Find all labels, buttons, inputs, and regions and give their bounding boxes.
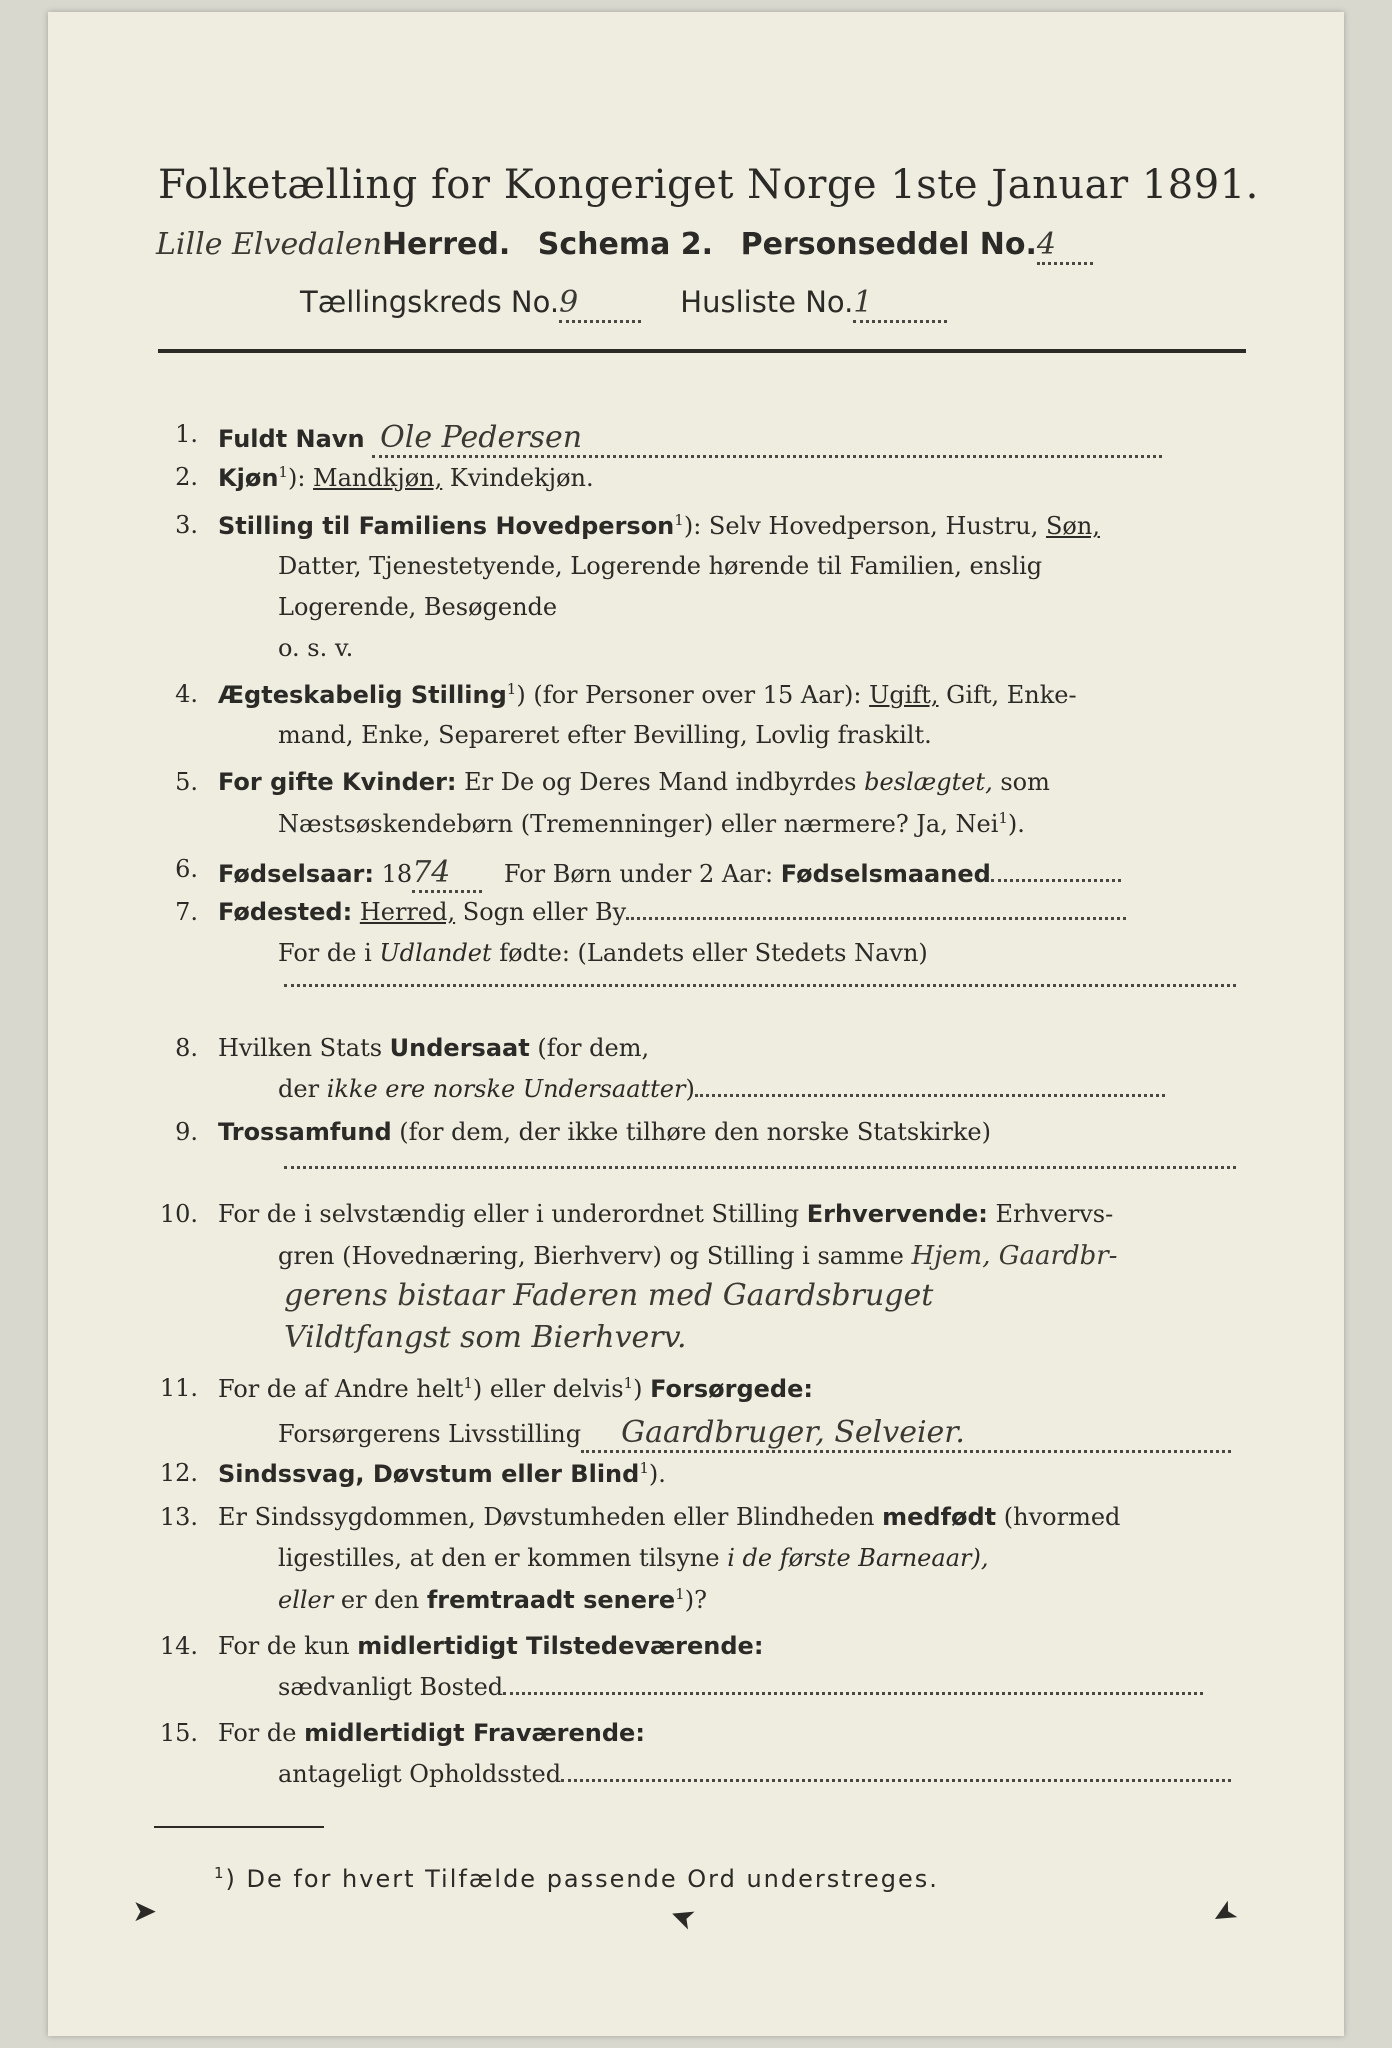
q5-line1 [218, 768, 1050, 796]
q12-line: Sindssvag, Døvstum eller Blind$^1$). [218, 1459, 666, 1488]
q13-number: 13. [159, 1503, 198, 1531]
q5-line2: Næstsøskendebørn (Tremenninger) eller nærmere? Ja, Nei$^1$). [278, 809, 1025, 838]
ink-mark-left: ➤ [132, 1894, 158, 1929]
q11-field [581, 1415, 1231, 1453]
husliste-field [853, 285, 947, 323]
q13-line3: eller er den fremtraadt senere$^1$)? [278, 1585, 707, 1614]
q10-number: 10. [159, 1200, 198, 1228]
q3-footnote-mark: 1 [674, 511, 684, 529]
q8-line2-a: der [278, 1075, 320, 1103]
q9-label: Trossamfund [218, 1118, 392, 1146]
q4-text: ) (for Personer over 15 Aar): [516, 681, 862, 709]
q10-hw2: gerens bistaar Faderen med Gaardsbruget [284, 1278, 934, 1313]
q5-footnote-mark: 1 [998, 809, 1008, 827]
q11-line1-a: For de af Andre helt [218, 1375, 464, 1403]
q14-number: 14. [159, 1632, 198, 1660]
herred-value: Lille Elvedalen [156, 227, 382, 262]
footnote-mark: 1 [214, 1864, 226, 1882]
q14-line2 [278, 1673, 1203, 1701]
q6-label: Fødselsaar: [218, 860, 374, 888]
q13-line3-it: eller [278, 1586, 334, 1614]
q9-field [284, 1154, 1236, 1169]
q13-line1-b: (hvormed [1003, 1503, 1121, 1531]
q5-text: Er De og Deres Mand indbyrdes [464, 768, 857, 796]
q4-ugift: Ugift, [869, 681, 939, 709]
q14-line2-text: sædvanligt Bosted [278, 1673, 504, 1701]
husliste-label: Husliste No. [680, 285, 854, 319]
q14-line1-a: For de kun [218, 1632, 350, 1660]
q1-field [372, 420, 1162, 458]
q8-line1 [218, 1034, 649, 1062]
q4-rest: Gift, Enke- [946, 681, 1077, 709]
q9-text: (for dem, der ikke tilhøre den norske Statskirke) [399, 1118, 991, 1146]
q11-line2-text: Forsørgerens Livsstilling [278, 1420, 582, 1448]
q13-line1-a: Er Sindssygdommen, Døvstumheden eller Blindheden [218, 1503, 875, 1531]
q4-footnote-mark: 1 [506, 680, 517, 698]
q11-line2 [278, 1415, 1231, 1453]
q4-line1 [218, 680, 1077, 709]
q10-hw1: Hjem, Gaardbr- [911, 1241, 1118, 1271]
q11-hw: Gaardbruger, Selveier. [621, 1415, 965, 1450]
q15-field [561, 1779, 1231, 1782]
q5-line2-text: Næstsøskendebørn (Tremenninger) eller nærmere? Ja, Nei [278, 810, 999, 838]
census-form-page [48, 12, 1344, 2036]
q13-line3-a: er den [340, 1586, 420, 1614]
kreds-line [300, 285, 947, 323]
personseddel-value: 4 [1036, 227, 1057, 262]
q1-line [218, 420, 1162, 458]
q2-number: 2. [175, 463, 198, 491]
q8-line2-it: ikke ere norske Undersaatter [326, 1075, 686, 1103]
q1-number: 1. [175, 420, 198, 448]
q2-kvindekjon: Kvindekjøn. [449, 464, 594, 492]
q5-beslaegtet: beslægtet, [864, 768, 993, 796]
q7-line2 [278, 939, 928, 967]
q13-line2 [278, 1544, 988, 1572]
q7-field2 [284, 972, 1236, 987]
q11-footnote-mark-b: 1 [623, 1374, 634, 1392]
q10-label: Erhvervende: [806, 1200, 988, 1228]
q11-footnote-mark-a: 1 [463, 1374, 473, 1392]
q4-line2: mand, Enke, Separeret efter Bevilling, Lovlig fraskilt. [278, 721, 932, 749]
footnote-text: ) De for hvert Tilfælde passende Ord understreges. [225, 1865, 939, 1893]
q6-year-value: 74 [412, 855, 451, 890]
q4-number: 4. [175, 680, 198, 708]
q7-rest: Sogn eller By [462, 898, 627, 926]
q15-line1 [218, 1719, 645, 1747]
q7-line2-b: fødte: (Landets eller Stedets Navn) [499, 939, 928, 967]
q15-line2-text: antageligt Opholdssted [278, 1760, 562, 1788]
q3-line2: Datter, Tjenestetyende, Logerende hørende til Familien, enslig [278, 552, 1043, 580]
q7-line1 [218, 898, 1126, 926]
q13-fremtraadt: fremtraadt senere [426, 1586, 676, 1614]
kreds-label: Tællingskreds No. [300, 285, 560, 319]
q3-son: Søn, [1045, 512, 1100, 540]
q2-label: Kjøn [218, 464, 279, 492]
q7-field [626, 917, 1126, 920]
q11-number: 11. [159, 1374, 198, 1402]
q13-medfodt: medfødt [882, 1503, 997, 1531]
q3-line3: Logerende, Besøgende [278, 593, 558, 621]
q14-field [503, 1692, 1203, 1695]
ink-mark-center: ➤ [664, 1896, 701, 1939]
q13-line1 [218, 1503, 1120, 1531]
q1-value: Ole Pedersen [380, 420, 583, 455]
q12-label: Sindssvag, Døvstum eller Blind [218, 1460, 640, 1488]
q8-field [695, 1094, 1165, 1097]
q3-line4: o. s. v. [278, 634, 354, 662]
q10-hw3: Vildtfangst som Bierhverv. [284, 1320, 687, 1355]
q9-line [218, 1118, 991, 1146]
q13-footnote-mark: 1 [675, 1585, 685, 1603]
q15-line2 [278, 1760, 1231, 1788]
q8-line1-text: Hvilken Stats [218, 1034, 383, 1062]
q3-text: ): Selv Hovedperson, Hustru, [683, 512, 1039, 540]
q10-line1-a: For de i selvstændig eller i underordnet Stilling [218, 1200, 800, 1228]
header-rule [158, 349, 1246, 353]
q2-mandkjon: Mandkjøn, [313, 464, 443, 492]
q7-label: Fødested: [218, 898, 353, 926]
personseddel-label: Personseddel No. [740, 227, 1037, 262]
q5-end: som [1000, 768, 1050, 796]
q11-line1-b: eller delvis [489, 1375, 624, 1403]
q3-label: Stilling til Familiens Hovedperson [218, 512, 675, 540]
q13-line2-a: ligestilles, at den er kommen tilsyne [278, 1544, 720, 1572]
q7-line2-a: For de i [278, 939, 372, 967]
q8-number: 8. [175, 1034, 198, 1062]
q3-number: 3. [175, 511, 198, 539]
q14-line1 [218, 1632, 763, 1660]
q15-label: midlertidigt Fraværende: [304, 1719, 645, 1747]
q15-line1-a: For de [218, 1719, 297, 1747]
husliste-value: 1 [853, 285, 873, 320]
q2-text: ): [287, 464, 306, 492]
schema-label: Schema 2. [537, 227, 714, 262]
q5-number: 5. [175, 768, 198, 796]
herred-label: Herred. [381, 227, 511, 262]
q7-herred: Herred, [359, 898, 456, 926]
q4-label: Ægteskabelig Stilling [218, 681, 507, 709]
q2-footnote-mark: 1 [278, 463, 288, 481]
q6-line [218, 855, 1121, 893]
q2-line [218, 463, 594, 492]
q12-footnote-mark: 1 [639, 1459, 649, 1477]
q9-number: 9. [175, 1118, 198, 1146]
q5-label: For gifte Kvinder: [218, 768, 457, 796]
ink-mark-right: ➤ [1204, 1892, 1245, 1935]
personseddel-field [1037, 227, 1093, 265]
q10-line1-b: Erhvervs- [995, 1200, 1114, 1228]
herred-line [156, 227, 1093, 265]
q6-label2: Fødselsmaaned [780, 860, 991, 888]
footnote [214, 1864, 939, 1893]
q14-label: midlertidigt Tilstedeværende: [357, 1632, 764, 1660]
q7-number: 7. [175, 898, 198, 926]
form-title: Folketælling for Kongeriget Norge 1ste Januar 1891. [158, 162, 1259, 208]
q6-number: 6. [175, 855, 198, 883]
q13-line2-it: i de første Barneaar), [727, 1544, 989, 1572]
q6-year-field [412, 855, 482, 893]
q15-number: 15. [159, 1719, 198, 1747]
q1-label: Fuldt Navn [218, 425, 365, 453]
q10-line1 [218, 1200, 1113, 1228]
kreds-field [559, 285, 641, 323]
q6-year-print: 18 [381, 860, 413, 888]
q7-udlandet: Udlandet [379, 939, 492, 967]
q6-month-field [991, 879, 1121, 882]
q11-label: Forsørgede: [650, 1375, 813, 1403]
q10-line2-text: gren (Hovednæring, Bierhverv) og Stilling i samme [278, 1242, 904, 1270]
footnote-rule [154, 1826, 324, 1828]
q8-label: Undersaat [389, 1034, 530, 1062]
q3-line1 [218, 511, 1100, 540]
q12-number: 12. [159, 1459, 198, 1487]
q10-line2 [278, 1241, 1117, 1271]
q8-rest: (for dem, [537, 1034, 650, 1062]
q6-text: For Børn under 2 Aar: [503, 860, 774, 888]
q8-line2: der ikke ere norske Undersaatter) [278, 1075, 1165, 1103]
kreds-value: 9 [559, 285, 579, 320]
q11-line1: For de af Andre helt$^1$) eller delvis$^1$) Forsørgede: [218, 1374, 813, 1403]
